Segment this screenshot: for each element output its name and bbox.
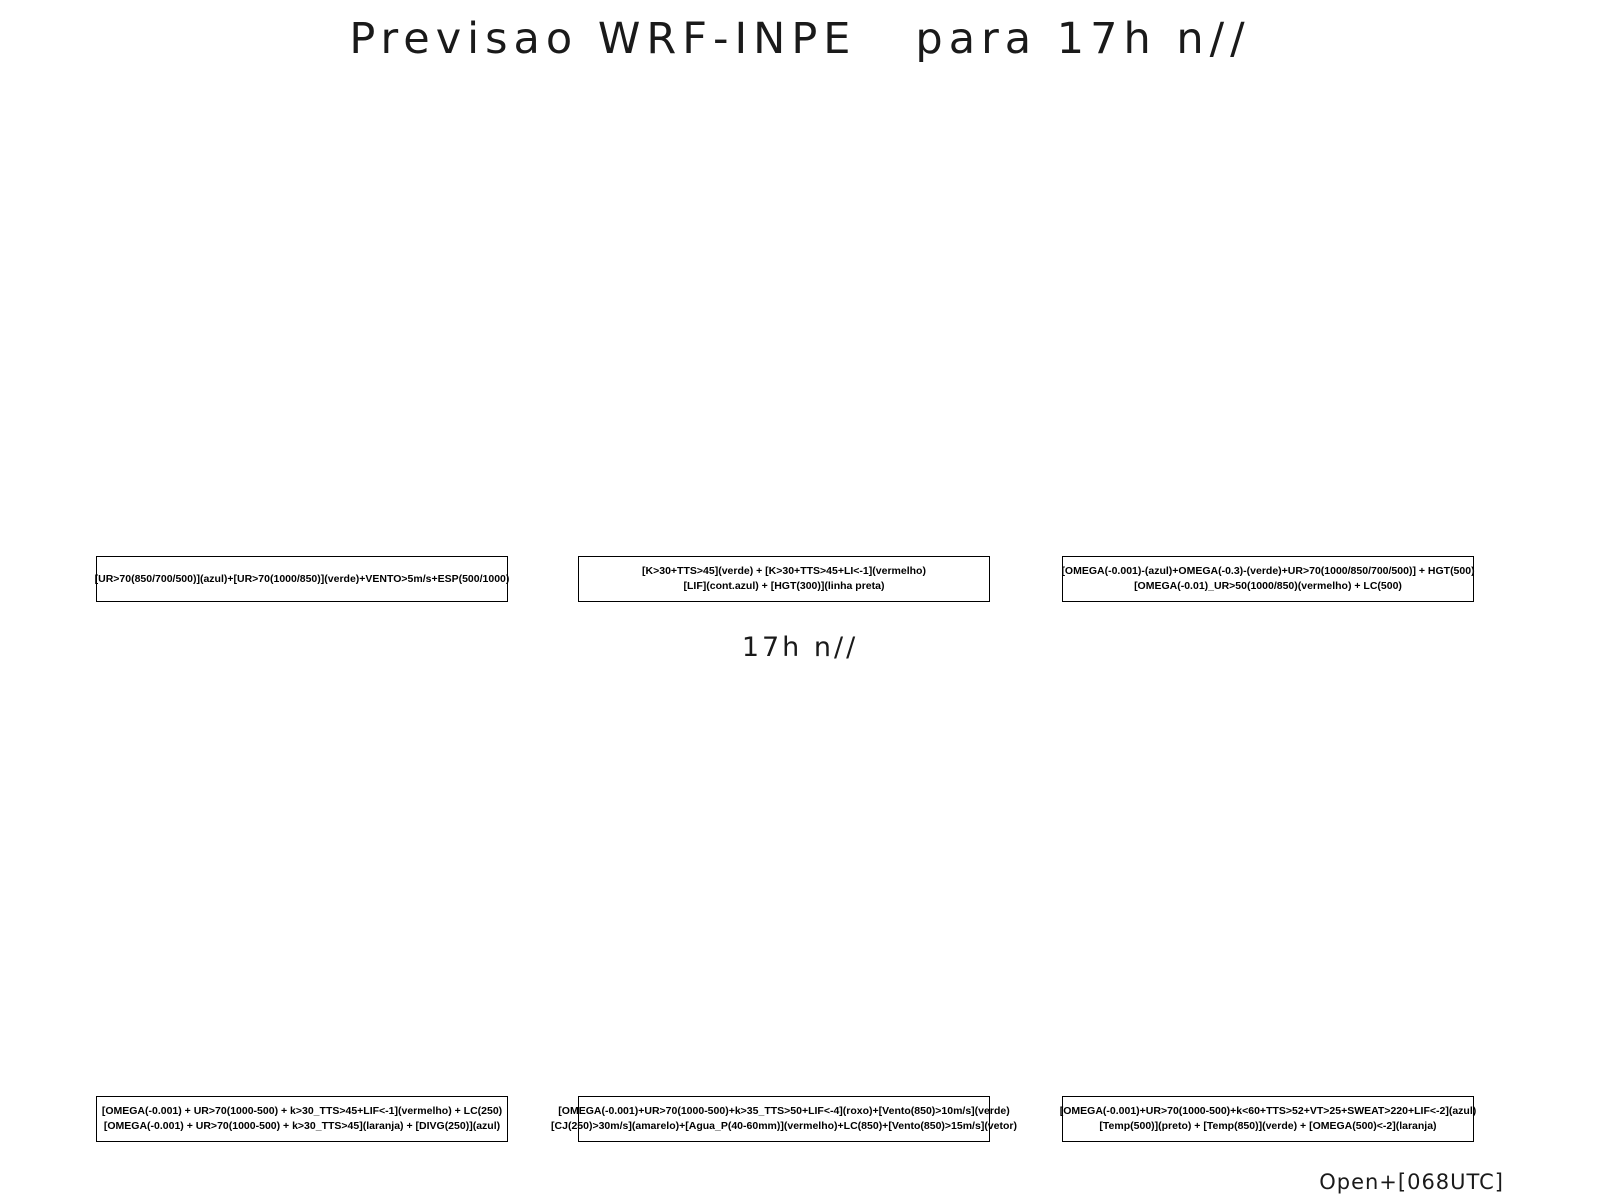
legend-line-1: [K>30+TTS>45](verde) + [K>30+TTS>45+LI<-1](vermelho) [642, 565, 926, 577]
legend-line-1: [OMEGA(-0.001)+UR>70(1000-500)+k>35_TTS>50+LIF<-4](roxo)+[Vento(850)>10m/s](verde) [558, 1105, 1010, 1117]
legend-line-1: [OMEGA(-0.001) + UR>70(1000-500) + k>30_TTS>45+LIF<-1](vermelho) + LC(250) [101, 1105, 503, 1117]
legend-box-instability-indices [578, 556, 990, 602]
legend-line-1: [OMEGA(-0.001)-(azul)+OMEGA(-0.3)-(verde)+UR>70(1000/850/700/500)] + HGT(500) [1061, 565, 1475, 577]
middle-title: 17h n// [741, 632, 859, 663]
legend-line-1: [UR>70(850/700/500)](azul)+[UR>70(1000/850)](verde)+VENTO>5m/s+ESP(500/1000) [94, 572, 510, 585]
legend-line-1: [OMEGA(-0.001)+UR>70(1000-500)+k<60+TTS>52+VT>25+SWEAT>220+LIF<-2](azul) [1059, 1105, 1477, 1117]
legend-box-omega-lc250 [96, 1096, 508, 1142]
legend-line-2: [OMEGA(-0.001) + UR>70(1000-500) + k>30_TTS>45](laranja) + [DIVG(250)](azul) [103, 1120, 501, 1132]
page-title: Previsao WRF-INPE para 17h n// [349, 14, 1251, 64]
legend-box-upper-humidity [96, 556, 508, 602]
footer-note: Open+[068UTC] [1319, 1170, 1504, 1194]
legend-box-omega-humidity [1062, 556, 1474, 602]
legend-line-2: [Temp(500)](preto) + [Temp(850)](verde) + [OMEGA(500)<-2](laranja) [1099, 1120, 1437, 1132]
legend-line-2: [OMEGA(-0.01)_UR>50(1000/850)(vermelho) + LC(500) [1134, 580, 1402, 592]
legend-line-2: [LIF](cont.azul) + [HGT(300)](linha preta) [683, 580, 885, 592]
legend-box-omega-temperature [1059, 1096, 1477, 1142]
legend-box-omega-jet-precip [551, 1096, 1017, 1142]
legend-line-2: [CJ(250)>30m/s](amarelo)+[Agua_P(40-60mm)](vermelho)+LC(850)+[Vento(850)>15m/s](vetor) [551, 1120, 1017, 1132]
